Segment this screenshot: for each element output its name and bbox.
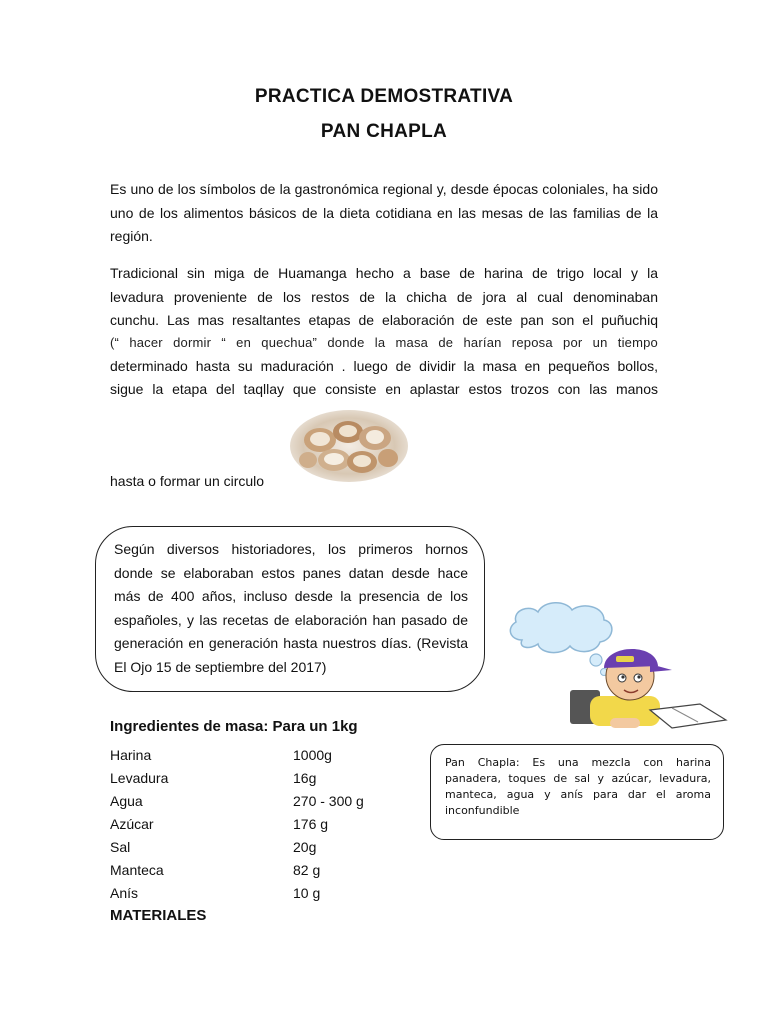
history-line-7: hasta o formar un circulo (110, 473, 265, 489)
thinking-kid-illustration (500, 600, 740, 740)
callout-text: Según diversos historiadores, los primeros hornos donde se elaboraban estos panes datan desde hace más de 400 años, incluso desde la presencia de los españoles, y las recetas de elaboración han pasado de generación en generación hasta nuestros días. (Revista El Ojo 15 de septiembre del 2017) (114, 541, 468, 675)
ingredient-qty: 10 g (293, 885, 321, 901)
history-line-1: Tradicional sin miga de Huamanga hecho a base de harina de trigo local y la (110, 265, 658, 281)
ingredients-heading: Ingredientes de masa: Para un 1kg (110, 718, 358, 735)
ingredient-qty: 82 g (293, 862, 321, 878)
ingredient-name: Azúcar (110, 816, 154, 832)
page-subtitle: PAN CHAPLA (320, 121, 448, 142)
history-line-2: levadura proveniente de los restos de la chicha de jora al cual denominaban (110, 289, 658, 305)
page-title: PRACTICA DEMOSTRATIVA (254, 86, 514, 107)
ingredient-name: Sal (110, 839, 131, 855)
ingredient-name: Harina (110, 747, 152, 763)
history-line-4: (“ hacer dormir “ en quechua” donde la masa de harían reposa por un tiempo (110, 335, 658, 350)
materials-heading: MATERIALES (110, 907, 207, 924)
thought-bubble-icon (510, 603, 612, 676)
pan-chapla-note (430, 744, 724, 840)
history-callout (95, 526, 485, 692)
ingredient-qty: 16g (293, 770, 317, 786)
history-line-6: sigue la etapa del taqllay que consiste en aplastar estos trozos con las manos (110, 381, 658, 397)
note-text: Pan Chapla: Es una mezcla con harina panadera, toques de sal y azúcar, levadura, manteca, agua y anís para dar el aroma inconfundible (445, 756, 711, 817)
history-line-3: cunchu. Las mas resaltantes etapas de elaboración de este pan son el puñuchiq (110, 312, 658, 328)
ingredient-name: Levadura (110, 770, 169, 786)
ingredient-qty: 1000g (293, 747, 332, 763)
ingredient-name: Agua (110, 793, 143, 809)
bread-photo (290, 410, 408, 482)
ingredient-qty: 176 g (293, 816, 329, 832)
ingredient-qty: 270 - 300 g (293, 793, 364, 809)
ingredient-name: Anís (110, 885, 139, 901)
ingredient-qty: 20g (293, 839, 317, 855)
history-line-5: determinado hasta su maduración . luego de dividir la masa en pequeños bollos, (110, 358, 658, 374)
ingredient-name: Manteca (110, 862, 164, 878)
intro-paragraph: Es uno de los símbolos de la gastronómica regional y, desde épocas coloniales, ha sido uno de los alimentos básicos de la dieta cotidiana en las mesas de las familias de la región. (110, 181, 658, 244)
